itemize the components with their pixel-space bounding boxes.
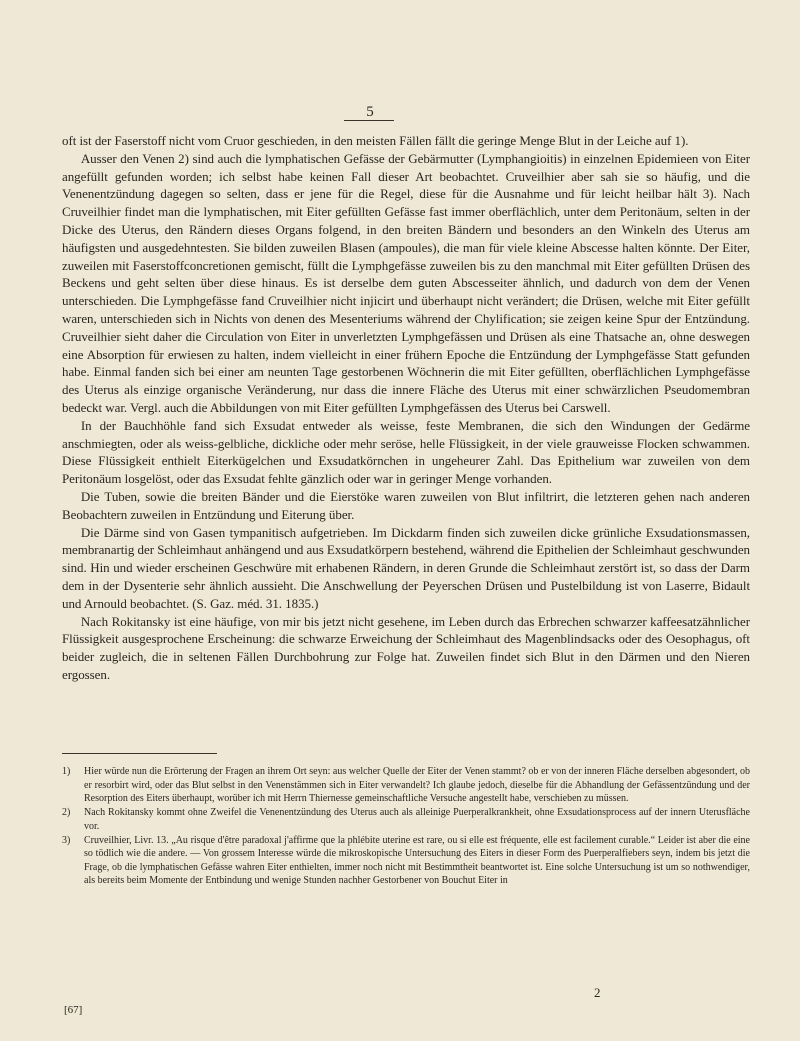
paragraph: Die Därme sind von Gasen tympanitisch aufgetrieben. Im Dickdarm finden sich zuweilen dicke grünliche Exsudationsmassen, membranartig der Schleimhaut anhängend und aus Exsudatkörpern bestehend, während die Epithelien der Schleimhaut geschwunden sind. Hin und wieder erscheinen Geschwüre mit erhabenen Rändern, in deren Grunde die Schleimhaut zerstört ist, so dass der Darm dem in der Dysenterie sehr ähnlich aussieht. Die Anschwellung der Peyerschen Drüsen und Pustelbildung ist von Laserre, Bidault und Arnould beobachtet. (S. Gaz. méd. 31. 1835.) bbox=[62, 524, 750, 611]
sheet-number: 2 bbox=[594, 985, 601, 1000]
page-number: 5 bbox=[366, 104, 374, 120]
paragraph: Nach Rokitansky ist eine häufige, von mir bis jetzt nicht gesehene, im Leben durch das Erbrechen schwarzer kaffeesatzähnlicher Flüssigkeit ausgesprochene Erscheinung: die schwarze Erweichung der Schleimhaut des Magenblindsacks oder des Oesophagus, oft beider zugleich, die in seltenen Fällen Durchbohrung zur Folge hat. Zuweilen findet sich Blut in den Därmen und den Nieren ergossen. bbox=[62, 613, 750, 682]
footnote-text: Cruveilhier, Livr. 13. „Au risque d'être paradoxal j'affirme que la phlébite uterine est rare, ou si elle est fréquente, elle est facilement curable.“ Leider ist aber die eine so tödlich wie die andere. — Von grossem Interesse würde die mikroskopische Untersuchung des Eiters in dieser Form des Puerperalfiebers seyn, indem bis jetzt die Frage, ob die lymphatischen Gefässe wahren Eiter enthielten, immer noch nicht mit Bestimmtheit beantwortet ist. Eine solche Untersuchung ist um so nothwendiger, als bereits beim Momente der Entbindung und wenige Stunden nachher Gestorbener von Bouchut Eiter in bbox=[84, 834, 750, 887]
footnote-text: Nach Rokitansky kommt ohne Zweifel die Venenentzündung des Uterus auch als alleinige Puerperalkrankheit, ohne Exsudationsprocess auf der innern Uterusfläche vor. bbox=[84, 807, 750, 832]
footnote-number: 2) bbox=[62, 807, 71, 819]
main-text bbox=[62, 132, 750, 684]
footnote bbox=[62, 834, 750, 888]
footnote bbox=[62, 765, 750, 806]
footnote bbox=[62, 806, 750, 833]
printer-signature: [67] bbox=[64, 1004, 83, 1016]
footnote-number: 3) bbox=[62, 834, 71, 846]
paragraph: In der Bauchhöhle fand sich Exsudat entweder als weisse, feste Membranen, die sich den Windungen der Gedärme anschmiegten, oder als weiss-gelbliche, dickliche oder mehr seröse, helle Flüssigkeit, in der viele grauweisse Flocken schwammen. Diese Flüssigkeit enthielt Eiterkügelchen und Exsudatkörnchen in ungeheurer Zahl. Das Epithelium war zuweilen von dem Peritonäum losgelöst, oder das Exsudat fehlte gänzlich oder war in geringer Menge vorhanden. bbox=[62, 417, 750, 487]
paragraph: Die Tuben, sowie die breiten Bänder und die Eierstöke waren zuweilen von Blut infiltrirt, die letzteren gehen nach anderen Beobachtern zuweilen in Entzündung und Eiterung über. bbox=[62, 488, 750, 522]
footnote-rule bbox=[62, 753, 217, 754]
footnote-number: 1) bbox=[62, 766, 71, 777]
footnotes bbox=[62, 765, 750, 888]
paragraph: Ausser den Venen 2) sind auch die lymphatischen Gefässe der Gebärmutter (Lymphangioitis) in einzelnen Epidemieen von Eiter angefüllt gefunden worden; ich selbst habe keinen Fall dieser Art beobachtet. Cruveilhier aber sah sie so häufig, und die Venenentzündung dagegen so selten, dass er jene für die Regel, diese für die Ausnahme und für leicht heilbar hält 3). Nach Cruveilhier findet man die lymphatischen, mit Eiter gefüllten Gefässe fast immer oberflächlich, unter dem Peritonäum, selten in der Dicke des Uterus, den Rändern dieses Organs folgend, in den breiten Bändern und besonders an den Winkeln des Uterus am häufigsten und ausgedehntesten. Sie bilden zuweilen Blasen (ampoules), die man für viele kleine Abscesse halten könnte. Der Eiter, zuweilen mit Faserstoffconcretionen gemischt, füllt die Lymphgefässe zuweilen bis zu den manchmal mit Eiter gefüllten Drüsen des Beckens und geht selten über diese hinaus. Es ist derselbe dem guten Abscesseiter ähnlich, und dadurch von dem der Venen unterschieden. Die Lymphgefässe fand Cruveilhier nicht injicirt und überhaupt nicht verändert; die Drüsen, welche mit Eiter gefüllt waren, unterschieden sich in Nichts von denen des Mesenteriums während der Chylification; sie zeigen keine Spur der Entzündung. Cruveilhier sieht daher die Circulation von Eiter in unverletzten Lymphgefässen und Drüsen als eine Thatsache an, ohne deswegen eine Absorption für erwiesen zu halten, indem vielleicht in einer frühern Epoche die Entzündung der Lymphgefässe Statt gefunden habe. Einmal fanden sich bei einer am neunten Tage gestorbenen Wöchnerin die mit Eiter gefüllten, oberflächlichen Lymphgefässe des Uterus als einzige organische Veränderung, nur dass die innere Fläche des Uterus mit einer schwärzlichen Pseudomembran bedeckt war. Vergl. auch die Abbildungen von mit Eiter gefüllten Lymphgefässen des Uterus bei Carswell. bbox=[62, 150, 750, 415]
footnote-text: Hier würde nun die Erörterung der Fragen an ihrem Ort seyn: aus welcher Quelle der Eiter der Venen stammt? ob er von der inneren Fläche derselben abgesondert, ob er resorbirt wird, oder das Blut selbst in den Venenstämmen sich in Eiter verwandelt? Ich glaube jedoch, dieselbe für die Abhandlung der Gefässentzündung und der Resorption des Eiters überhaupt, worüber ich mit Herrn Thiernesse gemeinschaftliche Versuche angestellt habe, verschieben zu müssen. bbox=[84, 766, 750, 805]
page-number-rule bbox=[344, 120, 394, 121]
paragraph: oft ist der Faserstoff nicht vom Cruor geschieden, in den meisten Fällen fällt die geringe Menge Blut in der Leiche auf 1). bbox=[62, 133, 689, 148]
